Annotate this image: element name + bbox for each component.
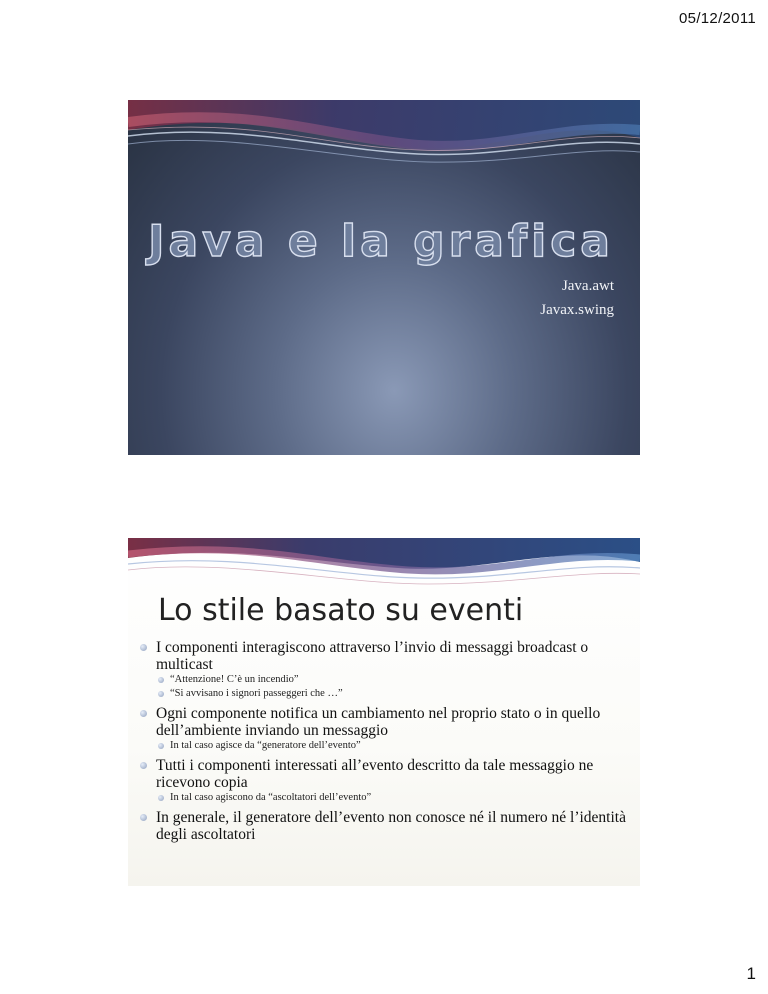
bullet-item: I componenti interagiscono attraverso l’invio di messaggi broadcast o multicast — [140, 639, 630, 673]
content-slide — [128, 538, 640, 886]
slide-title: Lo stile basato su eventi — [158, 593, 524, 628]
slide-title: Java e la grafica — [148, 216, 614, 267]
slide-subtitle: Java.awt — [561, 278, 614, 294]
slide-wave-decoration — [128, 538, 640, 598]
bullet-item: Ogni componente notifica un cambiamento nel proprio stato o in quello dell’ambiente inviando un messaggio — [140, 705, 630, 739]
sub-bullet-item: “Attenzione! C’è un incendio” — [140, 673, 630, 687]
page-number: 1 — [746, 964, 756, 983]
bullet-item: In generale, il generatore dell’evento non conosce né il numero né l’identità degli ascoltatori — [140, 809, 630, 843]
slide-subtitle: Javax.swing — [540, 302, 614, 318]
bullet-list — [140, 635, 630, 843]
sub-bullet-item: “Si avvisano i signori passeggeri che …” — [140, 687, 630, 701]
title-slide — [128, 100, 640, 455]
slide-wave-decoration — [128, 100, 640, 210]
sub-bullet-item: In tal caso agiscono da “ascoltatori dell’evento” — [140, 791, 630, 805]
sub-bullet-item: In tal caso agisce da “generatore dell’evento” — [140, 739, 630, 753]
bullet-item: Tutti i componenti interessati all’evento descritto da tale messaggio ne ricevono copia — [140, 757, 630, 791]
page-date: 05/12/2011 — [679, 10, 756, 27]
